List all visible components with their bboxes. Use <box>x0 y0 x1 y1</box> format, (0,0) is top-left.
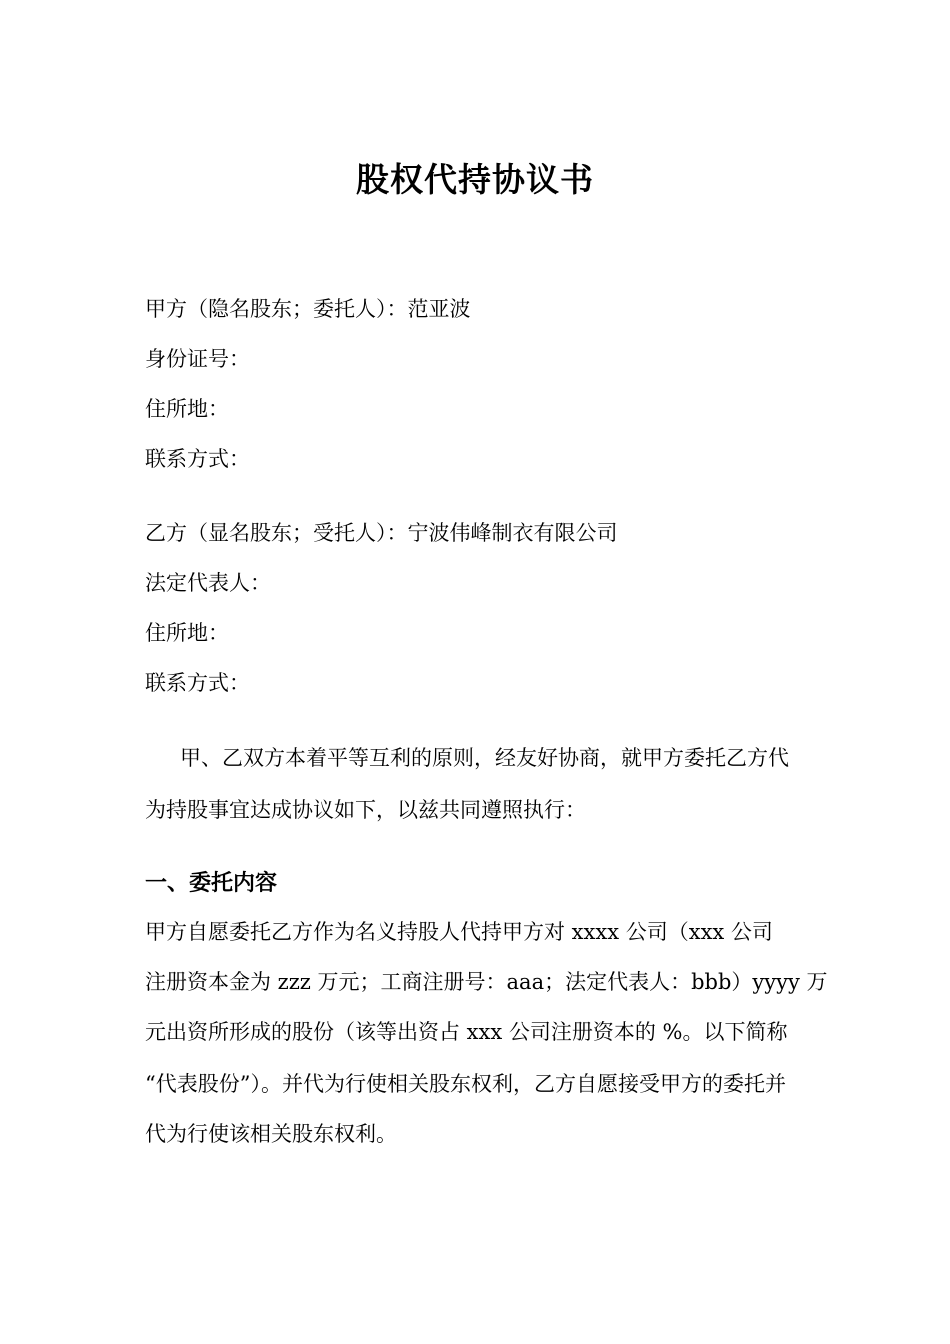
party-b-address: 住所地： <box>145 621 229 645</box>
section-body-line: 元出资所形成的股份（该等出资占 xxx 公司注册资本的 %。以下简称 <box>145 1020 788 1044</box>
preamble-line: 甲、乙双方本着平等互利的原则，经友好协商，就甲方委托乙方代 <box>180 746 789 770</box>
party-b-representative: 法定代表人： <box>145 571 271 595</box>
party-a-id: 身份证号： <box>145 347 250 371</box>
party-b-name: 乙方（显名股东；受托人）：宁波伟峰制衣有限公司 <box>145 521 618 545</box>
preamble-line: 为持股事宜达成协议如下，以兹共同遵照执行： <box>145 798 586 822</box>
party-a-name: 甲方（隐名股东；委托人）：范亚波 <box>145 297 471 321</box>
section-body-line: 甲方自愿委托乙方作为名义持股人代持甲方对 xxxx 公司（xxx 公司 <box>145 920 773 944</box>
section-body-line: “代表股份”）。并代为行使相关股东权利，乙方自愿接受甲方的委托并 <box>145 1072 786 1096</box>
section-heading: 一、委托内容 <box>145 871 278 896</box>
section-body-line: 代为行使该相关股东权利。 <box>145 1122 397 1146</box>
party-a-contact: 联系方式： <box>145 447 250 471</box>
party-b-contact: 联系方式： <box>145 671 250 695</box>
party-a-address: 住所地： <box>145 397 229 421</box>
section-body-line: 注册资本金为 zzz 万元；工商注册号：aaa；法定代表人：bbb）yyyy 万 <box>145 970 828 994</box>
document-title: 股权代持协议书 <box>356 160 594 199</box>
